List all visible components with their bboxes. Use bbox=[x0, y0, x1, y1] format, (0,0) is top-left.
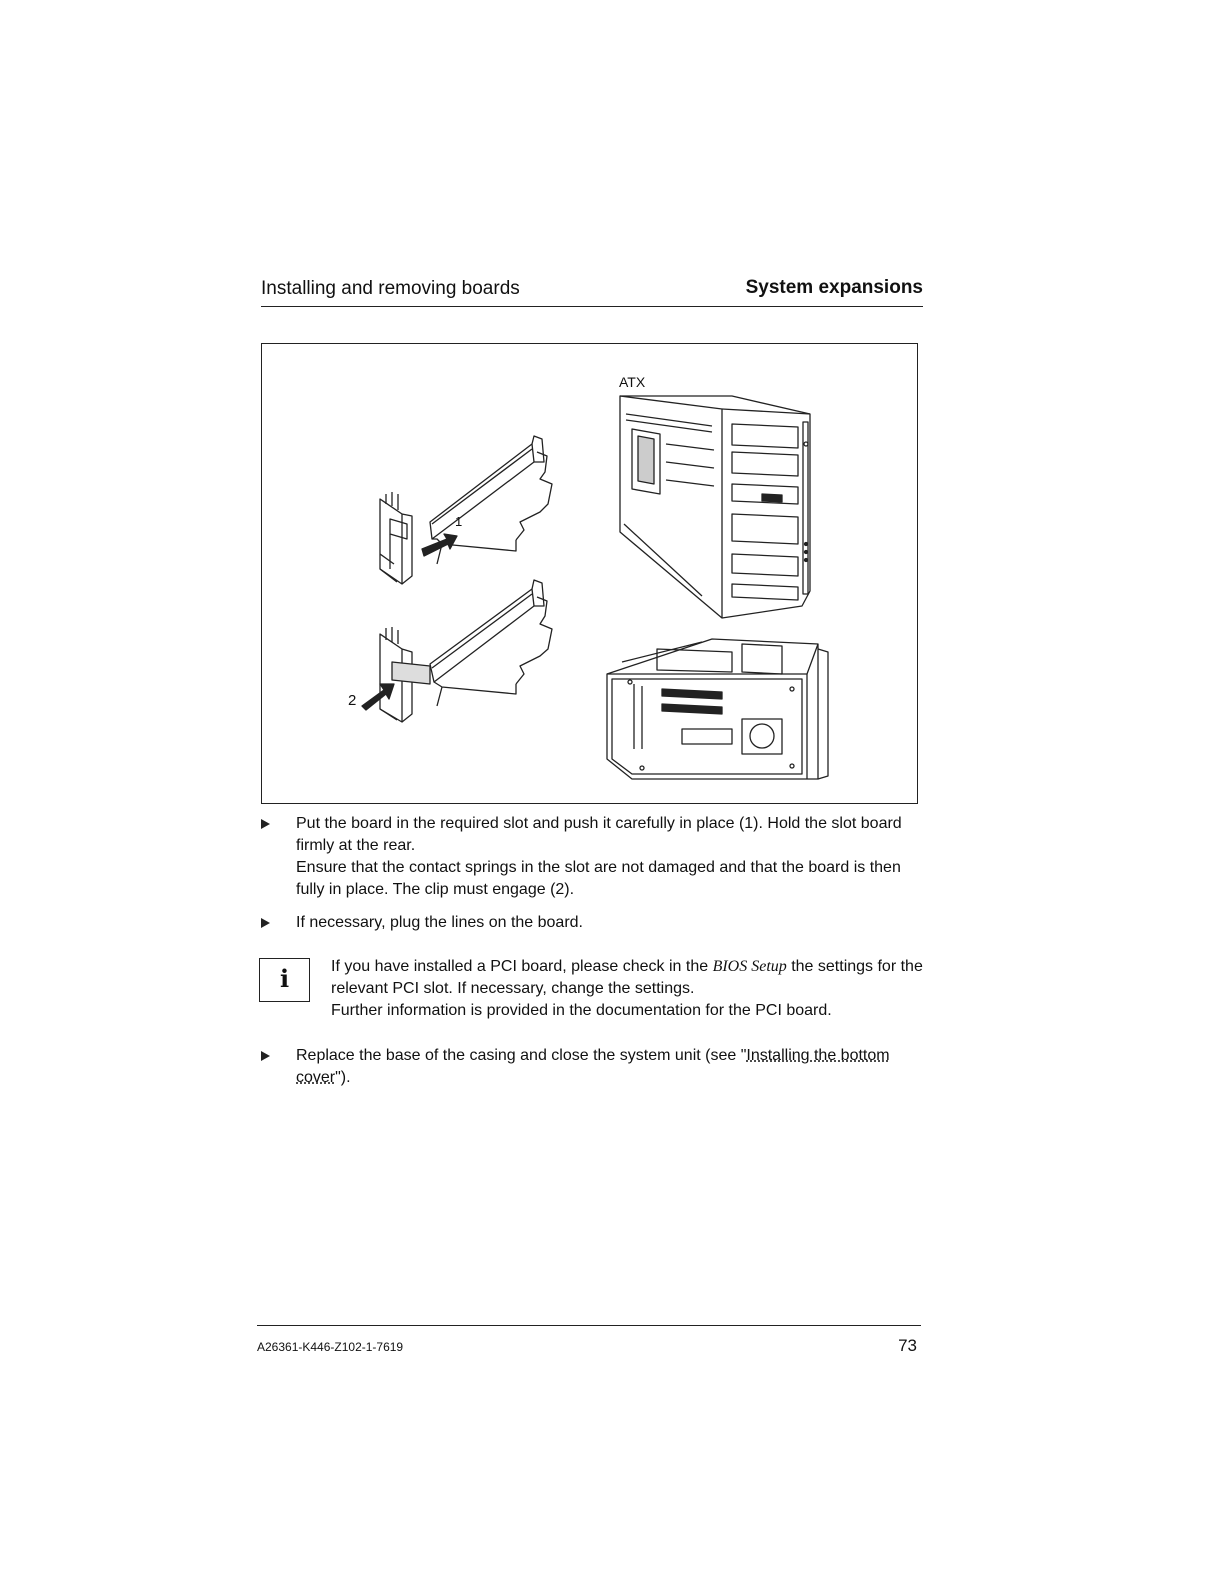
note-detail: Further information is provided in the documentation for the PCI board. bbox=[331, 1002, 832, 1019]
step-3 bbox=[261, 1045, 921, 1089]
info-icon: i bbox=[259, 958, 310, 1002]
clip-engage-drawing bbox=[380, 580, 552, 722]
step-3-text-before: Replace the base of the casing and close the system unit (see " bbox=[296, 1047, 747, 1064]
atx-label: ATX bbox=[619, 374, 646, 390]
bios-setup-term: BIOS Setup bbox=[712, 958, 787, 975]
step-2-text: If necessary, plug the lines on the board. bbox=[296, 914, 583, 931]
note-text-part1: If you have installed a PCI board, please check in the bbox=[331, 958, 713, 975]
step-3-text-after: "). bbox=[335, 1069, 351, 1086]
bullet-arrow-icon bbox=[261, 1051, 270, 1061]
chapter-title: System expansions bbox=[745, 277, 923, 298]
board-insert-drawing bbox=[380, 436, 552, 584]
board-installation-illustration bbox=[262, 344, 919, 805]
installing-bottom-cover-link[interactable]: Installing the bottom cover bbox=[296, 1047, 890, 1086]
installation-figure bbox=[261, 343, 918, 804]
page-header bbox=[261, 276, 923, 307]
page-number: 73 bbox=[898, 1336, 917, 1355]
desktop-chassis-drawing bbox=[607, 639, 828, 779]
callout-2: 2 bbox=[348, 692, 357, 709]
bullet-arrow-icon bbox=[261, 918, 270, 928]
atx-tower-drawing bbox=[620, 396, 810, 618]
note-text bbox=[331, 956, 924, 1000]
step-1 bbox=[261, 813, 921, 901]
step-1-detail: Ensure that the contact springs in the slot are not damaged and that the board is then fully in place. The clip must engage (2). bbox=[296, 859, 901, 898]
arrow-2-icon bbox=[362, 684, 394, 710]
step-2 bbox=[261, 912, 921, 934]
section-title: Installing and removing boards bbox=[261, 278, 520, 299]
document-number: A26361-K446-Z102-1-7619 bbox=[257, 1340, 404, 1354]
callout-1: 1 bbox=[455, 514, 463, 529]
page-footer bbox=[257, 1325, 921, 1356]
step-3-text bbox=[296, 1045, 921, 1089]
note-text-part2: the settings for the relevant PCI slot. If necessary, change the settings. bbox=[331, 958, 923, 997]
step-1-text: Put the board in the required slot and push it carefully in place (1). Hold the slot board firmly at the rear. bbox=[296, 815, 902, 854]
info-note bbox=[259, 956, 924, 1022]
bullet-arrow-icon bbox=[261, 819, 270, 829]
